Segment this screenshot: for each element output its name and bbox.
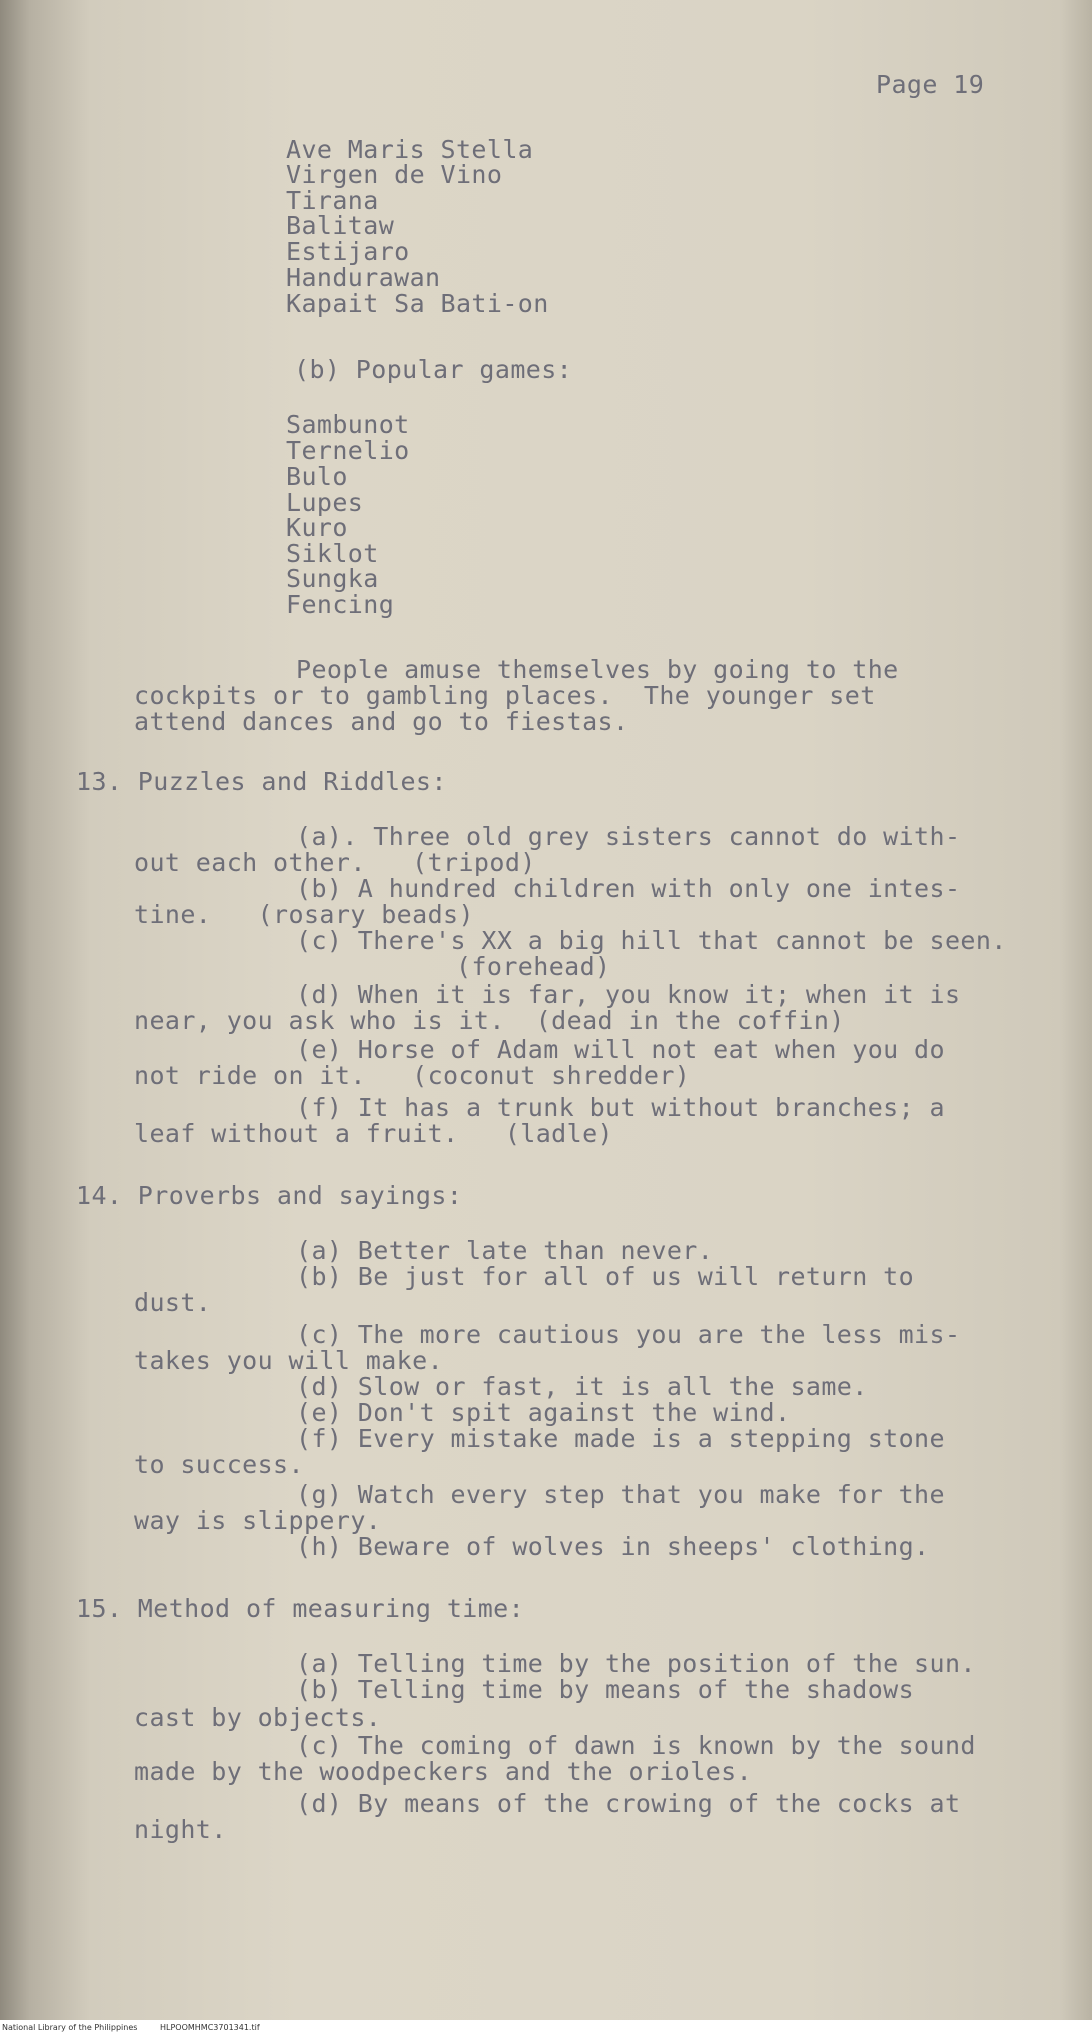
riddle-line: out each other. (tripod) [134, 848, 536, 877]
proverb-line: (b) Be just for all of us will return to [296, 1262, 915, 1291]
riddle-line: (f) It has a trunk but without branches; a [296, 1093, 945, 1122]
riddle-line: (e) Horse of Adam will not eat when you do [296, 1035, 945, 1064]
library-credit: National Library of the Philippines [2, 2023, 138, 2032]
riddle-line: (d) When it is far, you know it; when it is [296, 980, 961, 1009]
time-method-line: cast by objects. [134, 1703, 382, 1732]
proverb-line: way is slippery. [134, 1506, 382, 1535]
song-item: Tirana [286, 186, 379, 215]
song-item: Balitaw [286, 211, 395, 240]
game-item: Sungka [286, 564, 379, 593]
proverb-line: (c) The more cautious you are the less mis- [296, 1320, 961, 1349]
riddle-line: tine. (rosary beads) [134, 900, 474, 929]
game-item: Kuro [286, 513, 348, 542]
proverb-line: (f) Every mistake made is a stepping stone [296, 1424, 945, 1453]
section-heading-proverbs: 14. Proverbs and sayings: [76, 1181, 463, 1210]
paragraph-line: cockpits or to gambling places. The younger set [134, 681, 876, 710]
game-item: Sambunot [286, 410, 410, 439]
riddle-line: (a). Three old grey sisters cannot do with- [296, 822, 961, 851]
proverb-line: (h) Beware of wolves in sheeps' clothing. [296, 1532, 930, 1561]
games-heading: (b) Popular games: [294, 355, 573, 384]
time-method-line: (c) The coming of dawn is known by the sound [296, 1731, 976, 1760]
time-method-line: night. [134, 1815, 227, 1844]
proverb-line: takes you will make. [134, 1346, 444, 1375]
time-method-line: made by the woodpeckers and the orioles. [134, 1757, 753, 1786]
riddle-line: near, you ask who is it. (dead in the coffin) [134, 1006, 845, 1035]
game-item: Lupes [286, 488, 364, 517]
riddle-line: (forehead) [456, 952, 611, 981]
proverb-line: (e) Don't spit against the wind. [296, 1398, 791, 1427]
proverb-line: to success. [134, 1450, 304, 1479]
game-item: Siklot [286, 539, 379, 568]
time-method-line: (d) By means of the crowing of the cocks at [296, 1789, 961, 1818]
time-method-line: (a) Telling time by the position of the sun. [296, 1649, 976, 1678]
time-method-line: (b) Telling time by means of the shadows [296, 1675, 915, 1704]
proverb-line: dust. [134, 1288, 212, 1317]
game-item: Fencing [286, 590, 395, 619]
song-item: Handurawan [286, 263, 441, 292]
proverb-line: (d) Slow or fast, it is all the same. [296, 1372, 868, 1401]
riddle-line: not ride on it. (coconut shredder) [134, 1061, 691, 1090]
page-number: Page 19 [876, 70, 985, 99]
section-heading-time: 15. Method of measuring time: [76, 1594, 525, 1623]
riddle-line: leaf without a fruit. (ladle) [134, 1119, 613, 1148]
game-item: Bulo [286, 462, 348, 491]
riddle-line: (c) There's XX a big hill that cannot be seen. [296, 926, 1007, 955]
song-item: Virgen de Vino [286, 160, 503, 189]
game-item: Ternelio [286, 436, 410, 465]
song-item: Estijaro [286, 237, 410, 266]
section-heading-puzzles: 13. Puzzles and Riddles: [76, 767, 447, 796]
paragraph-line: People amuse themselves by going to the [296, 655, 899, 684]
song-item: Kapait Sa Bati-on [286, 289, 549, 318]
scan-file-id: HLPOOMHMC3701341.tif [160, 2023, 260, 2032]
scan-footer [0, 2020, 1092, 2035]
paragraph-line: attend dances and go to fiestas. [134, 707, 629, 736]
song-item: Ave Maris Stella [286, 135, 534, 164]
proverb-line: (g) Watch every step that you make for the [296, 1480, 945, 1509]
proverb-line: (a) Better late than never. [296, 1236, 714, 1265]
riddle-line: (b) A hundred children with only one intes- [296, 874, 961, 903]
